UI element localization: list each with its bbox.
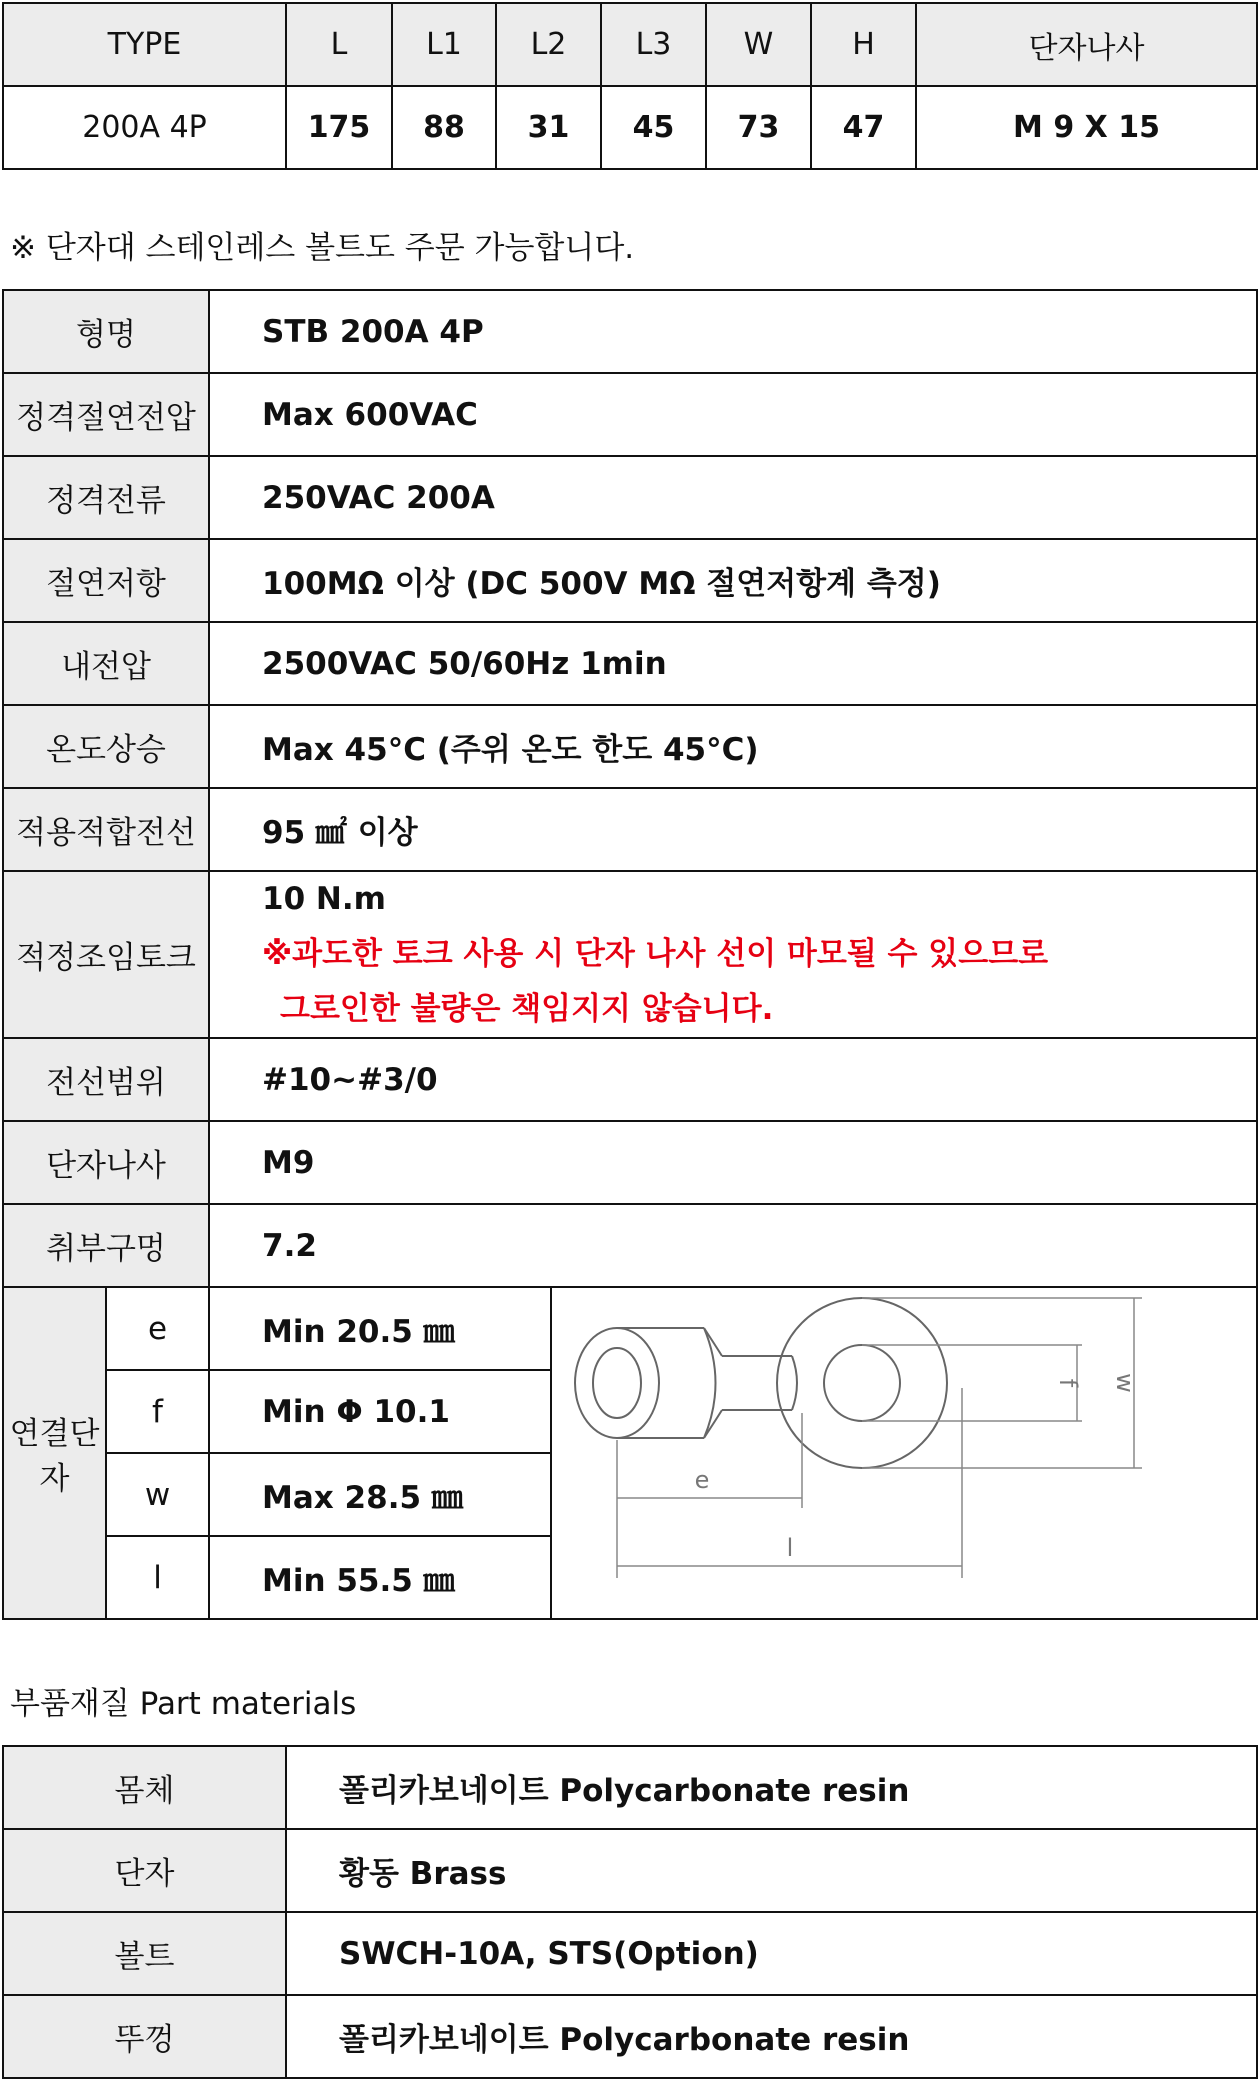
value-l2: 31 <box>496 86 601 169</box>
spec-label: 내전압 <box>3 622 209 705</box>
torque-label: 적정조임토크 <box>3 871 209 1038</box>
header-l2: L2 <box>496 3 601 86</box>
ring-terminal-diagram <box>551 1287 1257 1619</box>
material-row <box>3 1829 1257 1912</box>
material-row <box>3 1995 1257 2078</box>
value-l: 175 <box>286 86 392 169</box>
dimensions-header-row <box>3 3 1257 86</box>
header-l3: L3 <box>601 3 706 86</box>
material-value: 폴리카보네이트 Polycarbonate resin <box>286 1746 1257 1829</box>
spec-label: 형명 <box>3 290 209 373</box>
connection-value: Max 28.5 ㎜ <box>209 1453 551 1536</box>
header-type: TYPE <box>3 3 286 86</box>
barrel-end-outer <box>575 1328 659 1438</box>
value-w: 73 <box>706 86 811 169</box>
spec-value: 95 ㎟ 이상 <box>209 788 1257 871</box>
material-row <box>3 1912 1257 1995</box>
header-l1: L1 <box>392 3 496 86</box>
spec-row <box>3 373 1257 456</box>
torque-warning-line2: 그로인한 불량은 책임지지 않습니다. <box>280 991 774 1027</box>
spec-label: 온도상승 <box>3 705 209 788</box>
value-terminal-screw: M 9 X 15 <box>916 86 1257 169</box>
header-h: H <box>811 3 916 86</box>
connection-value: Min Φ 10.1 <box>209 1370 551 1453</box>
connection-row <box>3 1287 1257 1370</box>
torque-cell <box>209 871 1257 1038</box>
spec-value: 2500VAC 50/60Hz 1min <box>209 622 1257 705</box>
spec-value: 250VAC 200A <box>209 456 1257 539</box>
spec-row <box>3 290 1257 373</box>
material-label: 볼트 <box>3 1912 286 1995</box>
spec-value: Max 45°C (주위 온도 한도 45°C) <box>209 705 1257 788</box>
material-value: 폴리카보네이트 Polycarbonate resin <box>286 1995 1257 2078</box>
material-label: 단자 <box>3 1829 286 1912</box>
dimensions-table <box>2 2 1258 170</box>
connection-key: e <box>106 1287 209 1370</box>
spec-label: 전선범위 <box>3 1038 209 1121</box>
spec-label: 절연저항 <box>3 539 209 622</box>
stainless-bolt-note: ※ 단자대 스테인레스 볼트도 주문 가능합니다. <box>10 230 635 266</box>
barrel-end-inner <box>593 1348 641 1418</box>
spec-label: 단자나사 <box>3 1121 209 1204</box>
torque-value: 10 N.m <box>262 881 386 917</box>
material-row <box>3 1746 1257 1829</box>
material-label: 뚜껑 <box>3 1995 286 2078</box>
materials-table <box>2 1745 1258 2079</box>
dimensions-value-row <box>3 86 1257 169</box>
spec-row <box>3 456 1257 539</box>
spec-label: 적용적합전선 <box>3 788 209 871</box>
torque-row <box>3 871 1257 1038</box>
spec-row <box>3 622 1257 705</box>
connection-label: 연결단자 <box>3 1287 106 1619</box>
materials-title: 부품재질 Part materials <box>10 1686 357 1722</box>
spec-label: 정격전류 <box>3 456 209 539</box>
value-l3: 45 <box>601 86 706 169</box>
connection-key: w <box>106 1453 209 1536</box>
spec-row <box>3 788 1257 871</box>
diagram-label-l: l <box>786 1534 794 1562</box>
value-l1: 88 <box>392 86 496 169</box>
spec-label: 정격절연전압 <box>3 373 209 456</box>
connection-key: f <box>106 1370 209 1453</box>
spec-value: #10~#3/0 <box>209 1038 1257 1121</box>
value-type: 200A 4P <box>3 86 286 169</box>
diagram-label-w: w <box>1111 1373 1139 1393</box>
spec-row <box>3 539 1257 622</box>
ring-terminal-drawing <box>552 1288 1254 1614</box>
material-label: 몸체 <box>3 1746 286 1829</box>
header-w: W <box>706 3 811 86</box>
connection-value: Min 55.5 ㎜ <box>209 1536 551 1619</box>
diagram-label-e: e <box>694 1466 710 1494</box>
spec-value: 100MΩ 이상 (DC 500V MΩ 절연저항계 측정) <box>209 539 1257 622</box>
spec-value: STB 200A 4P <box>209 290 1257 373</box>
torque-warning-line1: ※과도한 토크 사용 시 단자 나사 선이 마모될 수 있으므로 <box>262 936 1049 972</box>
specs-table <box>2 289 1258 1620</box>
header-l: L <box>286 3 392 86</box>
spec-row <box>3 1204 1257 1287</box>
ring-hole <box>824 1345 900 1421</box>
spec-row <box>3 1038 1257 1121</box>
value-h: 47 <box>811 86 916 169</box>
spec-value: 7.2 <box>209 1204 1257 1287</box>
spec-value: Max 600VAC <box>209 373 1257 456</box>
material-value: SWCH-10A, STS(Option) <box>286 1912 1257 1995</box>
spec-value: M9 <box>209 1121 1257 1204</box>
material-value: 황동 Brass <box>286 1829 1257 1912</box>
spec-row <box>3 705 1257 788</box>
spec-label: 취부구멍 <box>3 1204 209 1287</box>
connection-key: l <box>106 1536 209 1619</box>
spec-row <box>3 1121 1257 1204</box>
header-terminal-screw: 단자나사 <box>916 3 1257 86</box>
connection-value: Min 20.5 ㎜ <box>209 1287 551 1370</box>
diagram-label-f: f <box>1054 1378 1082 1388</box>
